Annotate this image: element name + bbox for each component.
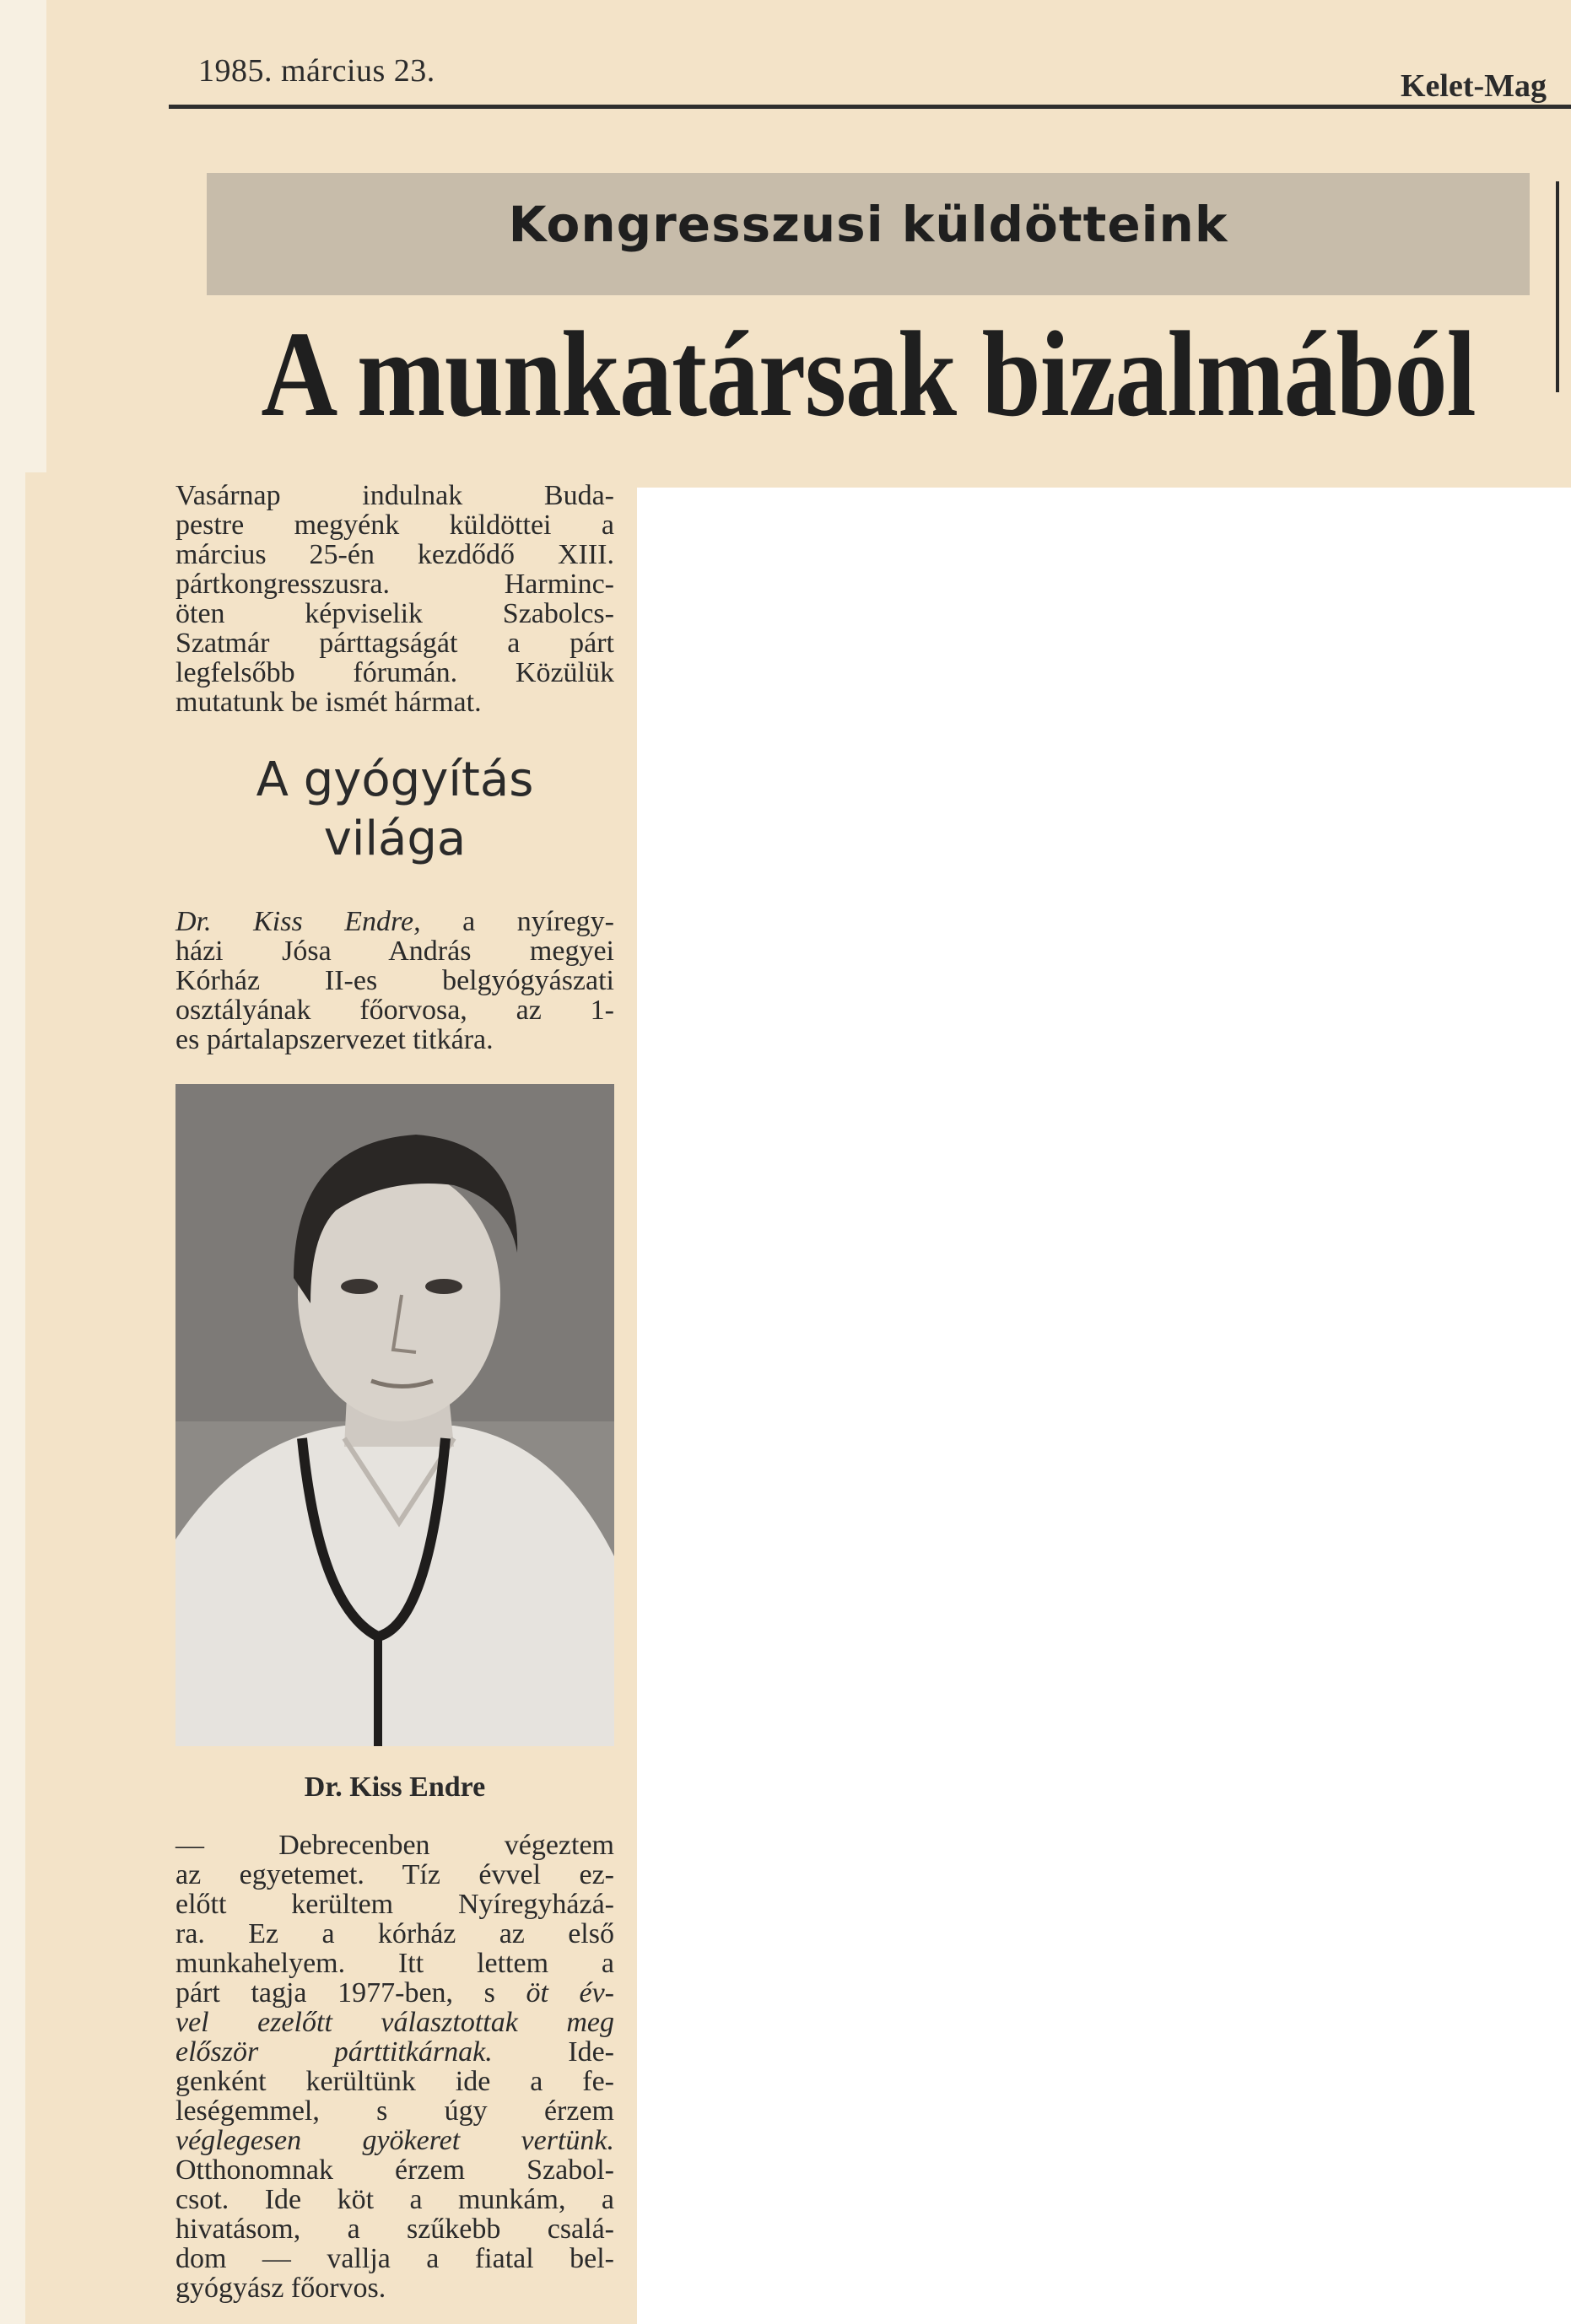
lead-line: öten képviselik Szabolcs- — [175, 598, 614, 629]
intro-line: házi Jósa András megyei — [175, 936, 614, 967]
intro-text: a nyíregy- — [420, 906, 614, 937]
newspaper-name: Kelet-Mag — [1401, 68, 1547, 104]
lead-line: legfelsőbb fórumán. Közülük — [175, 657, 614, 688]
subhead-line: világa — [323, 812, 467, 866]
intro-line: es pártalapszervezet titkára. — [175, 1024, 494, 1055]
body-line: csot. Ide köt a munkám, a — [175, 2184, 614, 2215]
section-subhead — [175, 751, 614, 869]
body-line: genként kerültünk ide a fe- — [175, 2066, 614, 2097]
lead-line: mutatunk be ismét hármat. — [175, 687, 482, 718]
body-italic: először párttitkárnak. — [175, 2036, 493, 2068]
portrait-illustration — [175, 1084, 614, 1746]
header-rule — [169, 105, 1571, 109]
intro-line: Kórház II-es belgyógyászati — [175, 965, 614, 996]
body-line — [175, 1978, 614, 2008]
body-text: párt tagja 1977-ben, s — [175, 1977, 526, 2009]
body-line: munkahelyem. Itt lettem a — [175, 1948, 614, 1979]
body-line: előtt kerültem Nyíregyházá- — [175, 1889, 614, 1920]
body-line: leségemmel, s úgy érzem — [175, 2095, 614, 2127]
intro-paragraph — [175, 907, 614, 1054]
lead-line: pártkongresszusra. Harminc- — [175, 569, 614, 600]
kicker-title: Kongresszusi küldötteink — [508, 196, 1228, 253]
lead-paragraph — [175, 481, 614, 717]
photo-caption: Dr. Kiss Endre — [304, 1771, 486, 1803]
interview-paragraph — [175, 1831, 614, 2303]
headline: A munkatársak bizalmából — [261, 307, 1476, 443]
body-line — [175, 2037, 614, 2067]
issue-date: 1985. március 23. — [198, 53, 435, 89]
intro-line: osztályának főorvosa, az 1- — [175, 995, 614, 1026]
body-line: ra. Ez a kórház az első — [175, 1918, 614, 1949]
person-name: Dr. Kiss Endre, — [175, 906, 421, 937]
lead-line: Vasárnap indulnak Buda- — [175, 480, 614, 511]
column-rule — [1556, 181, 1559, 392]
portrait-photo — [175, 1084, 614, 1746]
body-text: Ide- — [492, 2036, 614, 2068]
lead-line: pestre megyénk küldöttei a — [175, 510, 614, 541]
body-italic: öt év- — [526, 1977, 614, 2009]
body-line: dom — vallja a fiatal bel- — [175, 2243, 614, 2274]
body-line: vel ezelőtt választottak meg — [175, 2007, 614, 2038]
body-line: Otthonomnak érzem Szabol- — [175, 2154, 614, 2186]
body-line: az egyetemet. Tíz évvel ez- — [175, 1859, 614, 1890]
intro-line — [175, 907, 614, 936]
body-line: — Debrecenben végeztem — [175, 1830, 614, 1861]
body-line: hivatásom, a szűkebb csalá- — [175, 2213, 614, 2245]
body-line: véglegesen gyökeret vertünk. — [175, 2125, 614, 2156]
body-line: gyógyász főorvos. — [175, 2273, 386, 2304]
lead-line: március 25-én kezdődő XIII. — [175, 539, 614, 570]
subhead-line: A gyógyítás — [256, 752, 534, 807]
lead-line: Szatmár párttagságát a párt — [175, 628, 614, 659]
